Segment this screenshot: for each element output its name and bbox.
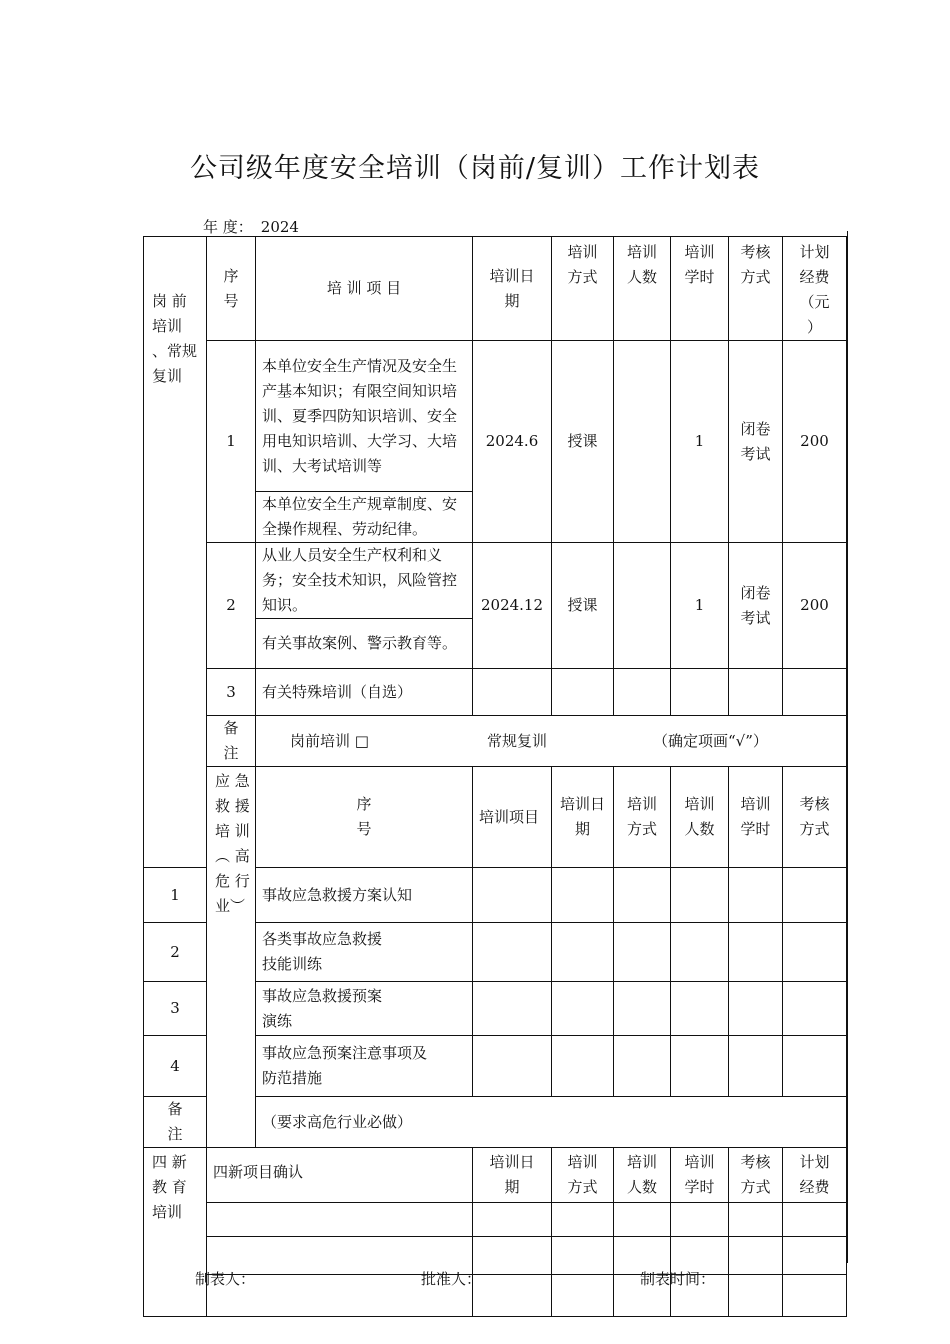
header-cost: 计划 经费 xyxy=(783,1148,847,1203)
header-date: 培训日 期 xyxy=(473,1148,552,1203)
table-row xyxy=(144,1203,847,1237)
header-exam: 考核 方式 xyxy=(783,767,847,868)
table-row xyxy=(144,669,847,716)
remark-label: 备 注 xyxy=(144,1097,207,1148)
row-item: 有关特殊培训（自选） xyxy=(256,669,473,716)
row-item: 从业人员安全生产权利和义务；安全技术知识，风险管控知识。 xyxy=(256,543,473,619)
section1-header-row xyxy=(144,237,847,341)
year-label: 年 度： xyxy=(203,218,253,236)
footer-maker: 制表人： xyxy=(195,1270,256,1288)
header-no: 序 号 xyxy=(207,237,256,341)
row-item: 有关事故案例、警示教育等。 xyxy=(256,619,473,669)
footer-approver: 批准人： xyxy=(421,1270,482,1288)
page-title: 公司级年度安全培训（岗前/复训）工作计划表 xyxy=(189,153,761,184)
remark-option-pre: 岗前培训 □ xyxy=(290,731,369,750)
row-people xyxy=(614,543,671,669)
remark-content xyxy=(256,716,847,767)
row-no: 3 xyxy=(144,982,207,1036)
section3-header-row xyxy=(144,1148,847,1203)
row-method: 授课 xyxy=(552,341,614,543)
remark-option-regular: 常规复训 xyxy=(486,731,547,750)
row-item: 各类事故应急救援 技能训练 xyxy=(256,923,473,982)
header-item: 培训项目 xyxy=(473,767,552,868)
row-cost: 200 xyxy=(783,341,847,543)
row-method: 授课 xyxy=(552,543,614,669)
training-plan-table xyxy=(143,236,847,1317)
section3-category: 四 新 教 育 培训 xyxy=(144,1148,207,1317)
row-cost: 200 xyxy=(783,543,847,669)
section2-header-row xyxy=(144,767,847,868)
row-no: 3 xyxy=(207,669,256,716)
year-value: 2024 xyxy=(255,218,307,237)
row-exam: 闭卷 考试 xyxy=(729,543,783,669)
row-people xyxy=(614,341,671,543)
header-date: 培训日 期 xyxy=(473,237,552,341)
header-hours: 培训 学时 xyxy=(671,1148,729,1203)
header-method: 培训 方式 xyxy=(614,767,671,868)
header-date: 培训日 期 xyxy=(552,767,614,868)
header-people: 培训 人数 xyxy=(671,767,729,868)
header-method: 培训 方式 xyxy=(552,1148,614,1203)
header-item: 培 训 项 目 xyxy=(256,237,473,341)
section1-category: 岗 前 培训 、常规 复训 xyxy=(144,237,207,868)
row-item: 事故应急预案注意事项及 防范措施 xyxy=(256,1036,473,1097)
row-item: 事故应急救援方案认知 xyxy=(256,868,473,923)
row-item: 本单位安全生产规章制度、安全操作规程、劳动纪律。 xyxy=(256,492,473,543)
header-exam: 考核 方式 xyxy=(729,237,783,341)
section2-category: 应 急 救 援 培 训 ︵ 高 危 行 业︶ xyxy=(207,767,256,1148)
row-item: 本单位安全生产情况及安全生产基本知识；有限空间知识培训、夏季四防知识培训、安全用电知识培训、大学习、大培训、大考试培训等 xyxy=(256,341,473,492)
row-no: 4 xyxy=(144,1036,207,1097)
row-no: 1 xyxy=(144,868,207,923)
header-method: 培训 方式 xyxy=(552,237,614,341)
row-exam: 闭卷 考试 xyxy=(729,341,783,543)
table-right-border xyxy=(847,231,848,1263)
row-item: 事故应急救援预案 演练 xyxy=(256,982,473,1036)
header-people: 培训 人数 xyxy=(614,237,671,341)
header-people: 培训 人数 xyxy=(614,1148,671,1203)
row-hours: 1 xyxy=(671,543,729,669)
header-hours: 培训 学时 xyxy=(671,237,729,341)
row-no: 2 xyxy=(144,923,207,982)
header-cost: 计划 经费 （元 ） xyxy=(783,237,847,341)
footer-time: 制表时间： xyxy=(640,1270,716,1288)
row-no: 1 xyxy=(207,341,256,543)
header-exam: 考核 方式 xyxy=(729,1148,783,1203)
header-item: 四新项目确认 xyxy=(207,1148,473,1203)
row-hours: 1 xyxy=(671,341,729,543)
table-row xyxy=(144,341,847,492)
row-no: 2 xyxy=(207,543,256,669)
table-row xyxy=(144,543,847,619)
header-hours: 培训 学时 xyxy=(729,767,783,868)
year-field xyxy=(203,216,307,237)
remark-note: （确定项画“√”） xyxy=(652,731,768,750)
remark-content: （要求高危行业必做） xyxy=(256,1097,847,1148)
section1-remark-row xyxy=(144,716,847,767)
row-date: 2024.12 xyxy=(473,543,552,669)
header-no: 序 号 xyxy=(256,767,473,868)
remark-label: 备 注 xyxy=(207,716,256,767)
row-date: 2024.6 xyxy=(473,341,552,543)
